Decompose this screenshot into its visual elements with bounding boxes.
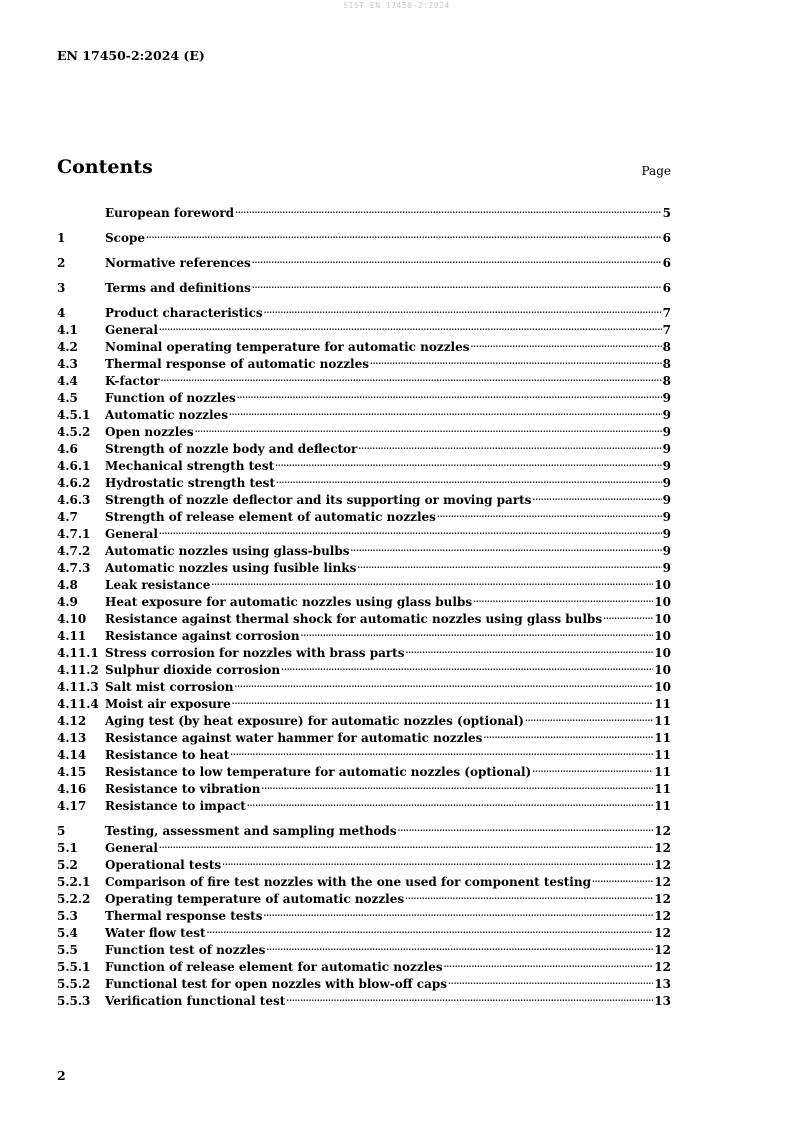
toc-entry-page: 9 <box>662 391 671 405</box>
toc-entry-page: 6 <box>662 281 671 295</box>
toc-entry-page: 9 <box>662 442 671 456</box>
toc-entry[interactable] <box>57 275 671 295</box>
toc-entry-title: Aging test (by heat exposure) for automatic nozzles (optional) <box>105 714 524 728</box>
dot-leader <box>483 725 653 742</box>
toc-entry-page: 9 <box>662 527 671 541</box>
toc-entry-title: Function of release element for automatic nozzles <box>105 960 443 974</box>
toc-entry-title: Automatic nozzles <box>105 408 228 422</box>
toc-entry-title: General <box>105 527 158 541</box>
dot-leader <box>159 521 662 538</box>
toc-entry-page: 9 <box>662 493 671 507</box>
toc-entry-number: 2 <box>57 256 66 270</box>
toc-entry-page: 9 <box>662 408 671 422</box>
toc-entry-number: 5.2.1 <box>57 875 91 889</box>
toc-entry-title: Resistance to vibration <box>105 782 261 796</box>
toc-entry-number: 4.6.1 <box>57 459 91 473</box>
toc-entry-number: 4.11.1 <box>57 646 99 660</box>
toc-entry-number: 1 <box>57 231 66 245</box>
toc-entry-title: Thermal response tests <box>105 909 263 923</box>
toc-entry-number: 4.15 <box>57 765 87 779</box>
toc-entry-page: 9 <box>662 510 671 524</box>
toc-entry-title: Strength of nozzle body and deflector <box>105 442 358 456</box>
dot-leader <box>237 385 662 402</box>
dot-leader <box>351 538 662 555</box>
toc-entry-number: 5.2.2 <box>57 892 91 906</box>
toc-entry-number: 4.6.3 <box>57 493 91 507</box>
toc-entry-title: Resistance to low temperature for automatic nozzles (optional) <box>105 765 532 779</box>
toc-entry-title: Terms and definitions <box>105 281 251 295</box>
dot-leader <box>532 759 653 776</box>
dot-leader <box>357 555 661 572</box>
dot-leader <box>405 640 653 657</box>
toc-entry-title: Automatic nozzles using fusible links <box>105 561 357 575</box>
toc-entry-page: 8 <box>662 374 671 388</box>
toc-entry-title: Salt mist corrosion <box>105 680 234 694</box>
toc-entry-number: 4.4 <box>57 374 78 388</box>
dot-leader <box>603 606 653 623</box>
toc-entry-title: Stress corrosion for nozzles with brass parts <box>105 646 405 660</box>
toc-entry-title: Resistance to impact <box>105 799 246 813</box>
toc-entry-number: 5 <box>57 824 66 838</box>
toc-entry-page: 7 <box>662 323 671 337</box>
toc-entry-number: 4.6.2 <box>57 476 91 490</box>
toc-entry-title: Function test of nozzles <box>105 943 266 957</box>
toc-entry-page: 10 <box>654 578 671 592</box>
toc-entry-page: 7 <box>662 306 671 320</box>
toc-entry-page: 10 <box>654 612 671 626</box>
toc-entry-number: 4.6 <box>57 442 78 456</box>
toc-entry-page: 13 <box>654 977 671 991</box>
toc-entry-title: Water flow test <box>105 926 206 940</box>
toc-entry-number: 4.7.3 <box>57 561 91 575</box>
dot-leader <box>252 275 662 292</box>
dot-leader <box>222 852 653 869</box>
toc-entry-number: 4.2 <box>57 340 78 354</box>
toc-entry-page: 12 <box>654 892 671 906</box>
dot-leader <box>398 818 654 835</box>
dot-leader <box>159 835 653 852</box>
toc-entry-number: 4.7 <box>57 510 78 524</box>
table-of-contents <box>57 200 671 1008</box>
dot-leader <box>252 250 662 267</box>
toc-entry-title: Moist air exposure <box>105 697 231 711</box>
toc-entry-number: 4.7.2 <box>57 544 91 558</box>
toc-entry-title: Resistance against water hammer for automatic nozzles <box>105 731 483 745</box>
toc-entry-page: 10 <box>654 680 671 694</box>
toc-entry-number: 4.10 <box>57 612 87 626</box>
toc-entry-number: 4.16 <box>57 782 87 796</box>
toc-entry-page: 9 <box>662 476 671 490</box>
toc-entry-title: K-factor <box>105 374 160 388</box>
dot-leader <box>525 708 653 725</box>
toc-entry-page: 12 <box>654 960 671 974</box>
toc-entry-number: 4.8 <box>57 578 78 592</box>
dot-leader <box>235 200 662 217</box>
toc-entry-page: 12 <box>654 875 671 889</box>
toc-entry-page: 11 <box>654 731 671 745</box>
dot-leader <box>470 334 661 351</box>
toc-entry-number: 5.5.2 <box>57 977 91 991</box>
dot-leader <box>161 368 662 385</box>
toc-entry-title: Heat exposure for automatic nozzles using glass bulbs <box>105 595 473 609</box>
toc-entry-page: 11 <box>654 782 671 796</box>
toc-entry-number: 5.5.3 <box>57 994 91 1008</box>
toc-entry-page: 10 <box>654 646 671 660</box>
dot-leader <box>263 903 653 920</box>
dot-leader <box>448 971 653 988</box>
toc-entry-page: 10 <box>654 663 671 677</box>
toc-entry[interactable] <box>57 300 671 320</box>
toc-entry-title: Sulphur dioxide corrosion <box>105 663 281 677</box>
toc-entry-page: 11 <box>654 748 671 762</box>
dot-leader <box>146 225 662 242</box>
toc-entry-number: 4.1 <box>57 323 78 337</box>
toc-entry-page: 12 <box>654 841 671 855</box>
dot-leader <box>266 937 653 954</box>
toc-entry-title: Strength of release element of automatic nozzles <box>105 510 436 524</box>
toc-entry-page: 13 <box>654 994 671 1008</box>
toc-entry-page: 12 <box>654 909 671 923</box>
dot-leader <box>230 742 653 759</box>
toc-entry-page: 11 <box>654 765 671 779</box>
toc-entry-number: 5.3 <box>57 909 78 923</box>
toc-entry-page: 12 <box>654 858 671 872</box>
toc-entry-title: Verification functional test <box>105 994 286 1008</box>
dot-leader <box>247 793 653 810</box>
toc-entry-page: 6 <box>662 256 671 270</box>
toc-entry-page: 11 <box>654 697 671 711</box>
dot-leader <box>232 691 654 708</box>
toc-entry-page: 5 <box>662 206 671 220</box>
toc-entry-page: 8 <box>662 340 671 354</box>
dot-leader <box>234 674 653 691</box>
toc-entry-number: 4.11 <box>57 629 87 643</box>
toc-entry-number: 4.11.2 <box>57 663 99 677</box>
dot-leader <box>211 572 653 589</box>
dot-leader <box>264 300 662 317</box>
dot-leader <box>281 657 653 674</box>
toc-entry-title: Testing, assessment and sampling methods <box>105 824 397 838</box>
toc-entry-page: 9 <box>662 561 671 575</box>
toc-entry-page: 9 <box>662 459 671 473</box>
toc-entry-title: Thermal response of automatic nozzles <box>105 357 369 371</box>
toc-entry-number: 4.17 <box>57 799 87 813</box>
dot-leader <box>261 776 653 793</box>
toc-entry-page: 11 <box>654 714 671 728</box>
dot-leader <box>195 419 662 436</box>
toc-entry-number: 4.5.2 <box>57 425 91 439</box>
toc-entry-number: 4.9 <box>57 595 78 609</box>
toc-entry[interactable] <box>57 200 671 220</box>
toc-entry-number: 4.5 <box>57 391 78 405</box>
dot-leader <box>276 470 662 487</box>
toc-entry-title: Functional test for open nozzles with blow-off caps <box>105 977 447 991</box>
dot-leader <box>358 436 661 453</box>
toc-entry-page: 8 <box>662 357 671 371</box>
toc-entry-title: Leak resistance <box>105 578 211 592</box>
toc-entry-number: 5.1 <box>57 841 78 855</box>
toc-entry-title: Normative references <box>105 256 251 270</box>
toc-entry-title: Comparison of fire test nozzles with the one used for component testing <box>105 875 591 889</box>
dot-leader <box>437 504 662 521</box>
toc-entry-page: 9 <box>662 425 671 439</box>
toc-entry-title: Automatic nozzles using glass-bulbs <box>105 544 350 558</box>
toc-entry-number: 4.14 <box>57 748 87 762</box>
dot-leader <box>275 453 662 470</box>
dot-leader <box>405 886 653 903</box>
toc-entry[interactable] <box>57 818 671 838</box>
toc-entry-number: 4 <box>57 306 66 320</box>
toc-entry-title: General <box>105 841 158 855</box>
toc-entry-page: 10 <box>654 595 671 609</box>
toc-entry-title: General <box>105 323 158 337</box>
page-number: 2 <box>57 1068 66 1083</box>
contents-title: Contents <box>57 156 153 178</box>
toc-entry-title: Function of nozzles <box>105 391 236 405</box>
toc-entry-number: 5.5 <box>57 943 78 957</box>
watermark: SIST EN 17450-2:2024 <box>343 1 450 10</box>
toc-entry-title: Nominal operating temperature for automatic nozzles <box>105 340 470 354</box>
page-column-label: Page <box>641 164 671 178</box>
toc-entry-title: Scope <box>105 231 146 245</box>
toc-entry-page: 10 <box>654 629 671 643</box>
document-identifier: EN 17450-2:2024 (E) <box>57 48 205 63</box>
toc-entry-title: Strength of nozzle deflector and its supporting or moving parts <box>105 493 532 507</box>
dot-leader <box>159 317 662 334</box>
toc-entry-number: 4.11.3 <box>57 680 99 694</box>
toc-entry-page: 6 <box>662 231 671 245</box>
contents-header <box>57 156 671 186</box>
dot-leader <box>444 954 654 971</box>
toc-entry-page: 11 <box>654 799 671 813</box>
toc-entry[interactable] <box>57 250 671 270</box>
toc-entry-title: Hydrostatic strength test <box>105 476 275 490</box>
toc-entry[interactable] <box>57 225 671 245</box>
dot-leader <box>592 869 653 886</box>
toc-entry-title: Resistance against corrosion <box>105 629 300 643</box>
dot-leader <box>473 589 653 606</box>
dot-leader <box>301 623 654 640</box>
dot-leader <box>286 988 653 1005</box>
toc-entry-title: Product characteristics <box>105 306 263 320</box>
toc-entry-title: Open nozzles <box>105 425 194 439</box>
dot-leader <box>532 487 661 504</box>
toc-entry-page: 12 <box>654 926 671 940</box>
toc-entry-page: 9 <box>662 544 671 558</box>
toc-entry-number: 4.5.1 <box>57 408 91 422</box>
toc-entry-title: Operating temperature of automatic nozzles <box>105 892 405 906</box>
toc-entry-title: European foreword <box>105 206 235 220</box>
toc-entry-title: Resistance against thermal shock for automatic nozzles using glass bulbs <box>105 612 603 626</box>
dot-leader <box>370 351 662 368</box>
toc-entry-title: Resistance to heat <box>105 748 230 762</box>
toc-entry-number: 4.3 <box>57 357 78 371</box>
dot-leader <box>207 920 654 937</box>
toc-entry-number: 5.5.1 <box>57 960 91 974</box>
toc-entry-page: 12 <box>654 943 671 957</box>
toc-entry-number: 3 <box>57 281 66 295</box>
toc-entry-number: 4.12 <box>57 714 87 728</box>
toc-entry-title: Operational tests <box>105 858 222 872</box>
toc-entry-number: 4.7.1 <box>57 527 91 541</box>
toc-entry-number: 5.2 <box>57 858 78 872</box>
toc-entry-number: 4.13 <box>57 731 87 745</box>
toc-entry-number: 4.11.4 <box>57 697 99 711</box>
dot-leader <box>229 402 662 419</box>
toc-entry-page: 12 <box>654 824 671 838</box>
toc-entry-title: Mechanical strength test <box>105 459 275 473</box>
toc-entry-number: 5.4 <box>57 926 78 940</box>
